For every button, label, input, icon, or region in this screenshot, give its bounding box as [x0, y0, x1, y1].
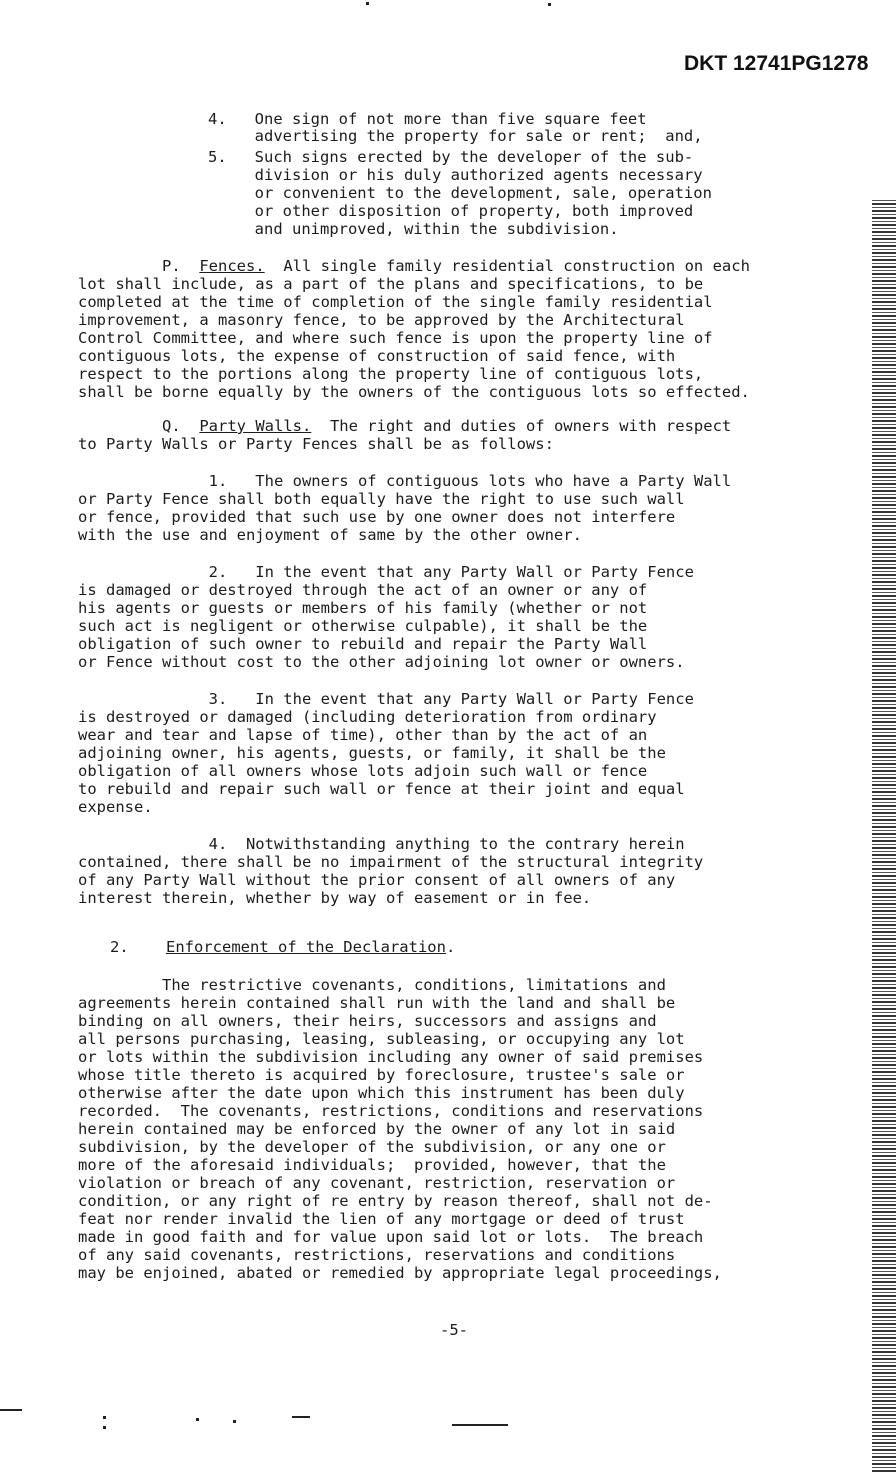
text-line: obligation of all owners whose lots adjoin such wall or fence [78, 762, 648, 780]
text-line: improvement, a masonry fence, to be approved by the Architectural [78, 311, 685, 329]
page-number: -5- [440, 1321, 468, 1339]
text-line: contained, there shall be no impairment of the structural integrity [78, 853, 704, 871]
text-line: more of the aforesaid individuals; provided, however, that the [78, 1156, 666, 1174]
text-line: such act is negligent or otherwise culpable), it shall be the [78, 617, 648, 635]
text-line: contiguous lots, the expense of construction of said fence, with [78, 347, 676, 365]
text-line: binding on all owners, their heirs, successors and assigns and [78, 1012, 657, 1030]
text-line: lot shall include, as a part of the plans and specifications, to be [78, 275, 704, 293]
scan-edge-noise [872, 0, 896, 1472]
scan-speck [366, 2, 369, 5]
text-line: P. Fences. All single family residential construction on each [78, 257, 750, 275]
text-line: otherwise after the date upon which this instrument has been duly [78, 1084, 685, 1102]
scan-mark [292, 1416, 310, 1418]
text-line: division or his duly authorized agents necessary [208, 166, 703, 184]
text-line: to Party Walls or Party Fences shall be as follows: [78, 435, 554, 453]
text-line: or convenient to the development, sale, operation [208, 184, 712, 202]
text-line: agreements herein contained shall run with the land and shall be [78, 994, 676, 1012]
text-line: The restrictive covenants, conditions, limitations and [78, 976, 666, 994]
text-line: is destroyed or damaged (including deterioration from ordinary [78, 708, 657, 726]
text-line: 4. One sign of not more than five square feet [208, 110, 647, 128]
text-line: feat nor render invalid the lien of any mortgage or deed of trust [78, 1210, 685, 1228]
text-line: obligation of such owner to rebuild and repair the Party Wall [78, 635, 648, 653]
text-line: 4. Notwithstanding anything to the contrary herein [78, 835, 685, 853]
underlined-heading: Fences. [199, 257, 265, 275]
text-line: respect to the portions along the property line of contiguous lots, [78, 365, 704, 383]
text-line: his agents or guests or members of his family (whether or not [78, 599, 648, 617]
text-line: Control Committee, and where such fence is upon the property line of [78, 329, 713, 347]
text-line: 5. Such signs erected by the developer of the sub- [208, 148, 694, 166]
text-line: 2. Enforcement of the Declaration. [110, 938, 456, 956]
text-line: of any Party Wall without the prior consent of all owners of any [78, 871, 676, 889]
scan-speck [103, 1416, 106, 1419]
text-line: advertising the property for sale or rent; and, [208, 127, 703, 145]
text-line: shall be borne equally by the owners of the contiguous lots so effected. [78, 383, 750, 401]
text-line: and unimproved, within the subdivision. [208, 220, 619, 238]
scan-speck [196, 1418, 199, 1421]
text-line: or Fence without cost to the other adjoining lot owner or owners. [78, 653, 685, 671]
text-line: expense. [78, 798, 153, 816]
text-line: condition, or any right of re entry by reason thereof, shall not de- [78, 1192, 713, 1210]
text-line: 1. The owners of contiguous lots who have a Party Wall [78, 472, 732, 490]
text-line: recorded. The covenants, restrictions, conditions and reservations [78, 1102, 704, 1120]
text-line: or other disposition of property, both improved [208, 202, 694, 220]
underlined-heading: Party Walls. [199, 417, 312, 435]
text-line: wear and tear and lapse of time), other than by the act of an [78, 726, 648, 744]
text-line: herein contained may be enforced by the owner of any lot in said [78, 1120, 676, 1138]
text-line: 3. In the event that any Party Wall or Party Fence [78, 690, 694, 708]
text-line: whose title thereto is acquired by foreclosure, trustee's sale or [78, 1066, 685, 1084]
scan-speck [233, 1420, 236, 1423]
text-line: all persons purchasing, leasing, subleasing, or occupying any lot [78, 1030, 685, 1048]
recording-stamp: DKT 12741PG1278 [684, 52, 869, 75]
text-line: or Party Fence shall both equally have the right to use such wall [78, 490, 685, 508]
text-line: made in good faith and for value upon said lot or lots. The breach [78, 1228, 704, 1246]
text-line: 2. In the event that any Party Wall or Party Fence [78, 563, 694, 581]
text-line: violation or breach of any covenant, restriction, reservation or [78, 1174, 676, 1192]
text-line: adjoining owner, his agents, guests, or family, it shall be the [78, 744, 666, 762]
text-line: of any said covenants, restrictions, reservations and conditions [78, 1246, 676, 1264]
scan-mark [452, 1424, 508, 1426]
text-line: Q. Party Walls. The right and duties of owners with respect [78, 417, 732, 435]
text-line: interest therein, whether by way of easement or in fee. [78, 889, 592, 907]
underlined-heading: Enforcement of the Declaration [166, 938, 446, 956]
text-line: with the use and enjoyment of same by the other owner. [78, 526, 582, 544]
text-line: or lots within the subdivision including any owner of said premises [78, 1048, 704, 1066]
text-line: may be enjoined, abated or remedied by appropriate legal proceedings, [78, 1264, 722, 1282]
scan-speck [548, 3, 551, 6]
text-line: to rebuild and repair such wall or fence at their joint and equal [78, 780, 685, 798]
scan-edge-blank [872, 0, 896, 200]
scan-mark [0, 1409, 22, 1411]
text-line: or fence, provided that such use by one owner does not interfere [78, 508, 676, 526]
text-line: is damaged or destroyed through the act of an owner or any of [78, 581, 648, 599]
text-line: subdivision, by the developer of the subdivision, or any one or [78, 1138, 666, 1156]
scan-speck [103, 1426, 106, 1429]
text-line: completed at the time of completion of the single family residential [78, 293, 713, 311]
